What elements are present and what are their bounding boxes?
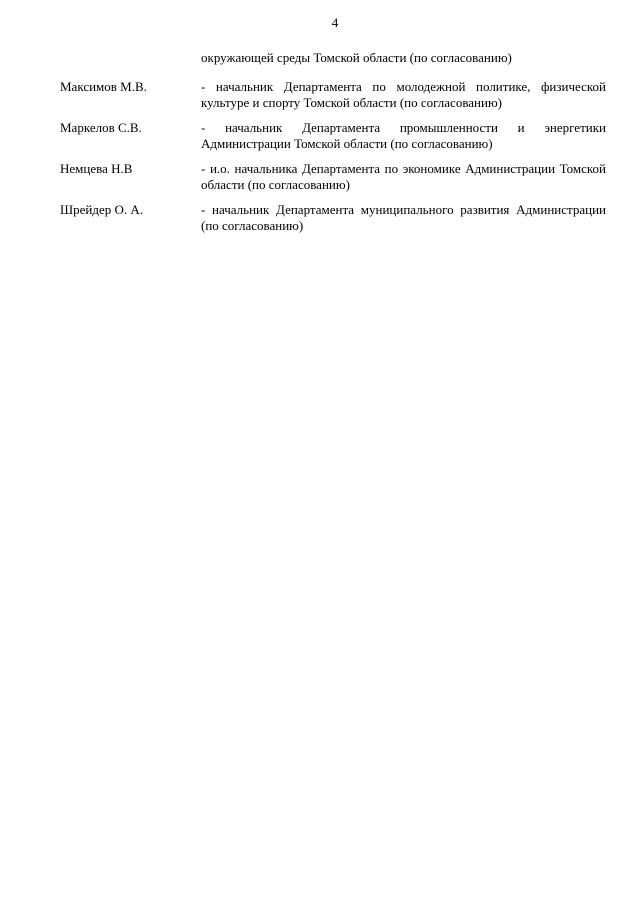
member-name: Немцева Н.В	[60, 161, 133, 176]
member-row	[60, 161, 606, 193]
member-position: - и.о. начальника Департамента по экономике Администрации Томской области (по согласованию)	[201, 161, 606, 192]
member-position: - начальник Департамента промышленности и энергетики Администрации Томской области (по согласованию)	[201, 120, 606, 151]
member-position: - начальник Департамента по молодежной политике, физической культуре и спорту Томской области (по согласованию)	[201, 79, 606, 110]
member-name: Маркелов С.В.	[60, 120, 142, 135]
member-list	[60, 79, 606, 243]
page-number: 4	[331, 15, 339, 30]
member-row	[60, 202, 606, 234]
member-name: Максимов М.В.	[60, 79, 147, 94]
member-row	[60, 79, 606, 111]
member-name: Шрейдер О. А.	[60, 202, 144, 217]
continuation-text: окружающей среды Томской области (по согласованию)	[201, 50, 512, 65]
member-row	[60, 120, 606, 152]
member-position: - начальник Департамента муниципального развития Администрации (по согласованию)	[201, 202, 606, 233]
